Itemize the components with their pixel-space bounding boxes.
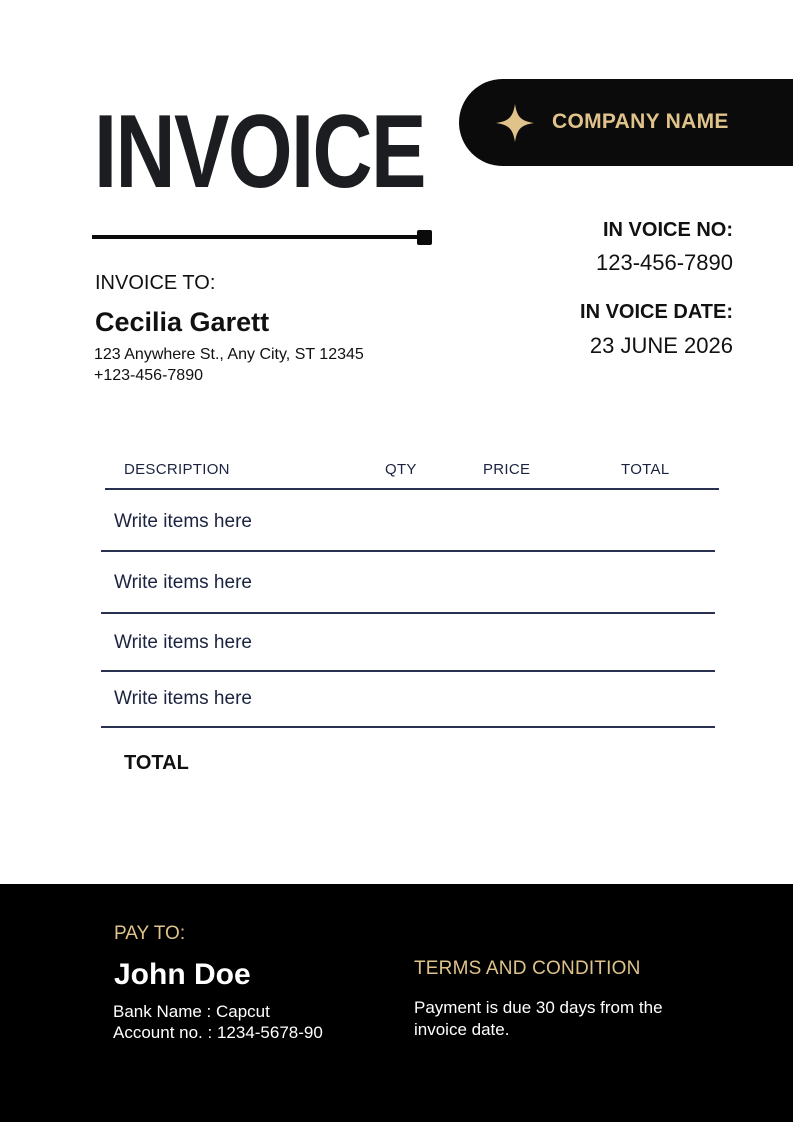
column-header-price: PRICE [483,461,531,478]
invoice-title: INVOICE [94,94,425,210]
title-underline [92,235,422,239]
invoice-number-value: 123-456-7890 [595,250,733,275]
table-row-description: Write items here [114,688,252,709]
table-row-description: Write items here [114,511,252,532]
pay-to-label: PAY TO: [114,923,186,944]
four-point-star-icon [496,104,534,142]
client-address: 123 Anywhere St., Any City, ST 12345 [94,346,364,363]
table-row-description: Write items here [114,572,252,593]
table-header-divider [105,488,719,490]
table-row-description: Write items here [114,632,252,653]
terms-text: Payment is due 30 days from the invoice date. [414,998,663,1039]
invoice-date-label: IN VOICE DATE: [580,301,733,323]
client-phone: +123-456-7890 [94,367,203,384]
invoice-date-value: 23 JUNE 2026 [589,333,733,358]
column-header-qty: QTY [385,461,417,478]
row-divider [101,612,715,614]
account-number: Account no. : 1234-5678-90 [113,1023,323,1042]
invoice-number-label: IN VOICE NO: [602,219,733,241]
title-underline-end-square [417,230,432,245]
company-name: COMPANY NAME [552,110,729,133]
invoice-to-label: INVOICE TO: [95,272,216,294]
row-divider [101,670,715,672]
total-label: TOTAL [124,752,189,774]
payee-name: John Doe [114,958,251,991]
column-header-description: DESCRIPTION [124,461,230,478]
bank-name: Bank Name : Capcut [113,1002,270,1021]
row-divider [101,726,715,728]
terms-heading: TERMS AND CONDITION [414,958,641,979]
row-divider [101,550,715,552]
client-name: Cecilia Garett [95,307,270,337]
column-header-total: TOTAL [621,461,670,478]
